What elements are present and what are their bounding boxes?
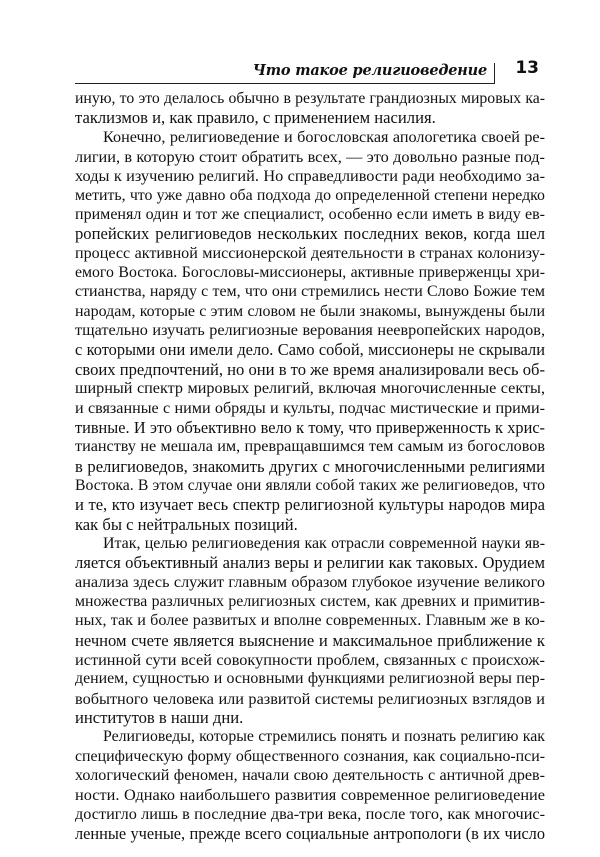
text-line: как бы с нейтральных позиций. <box>75 514 298 534</box>
text-line: специфическую форму общественного сознания, как социально-пси- <box>75 747 545 765</box>
text-line: ных, так и более развитых и вполне современных. Главным же в ко- <box>75 612 545 630</box>
text-line: Конечно, религиоведение и богословская апологетика своей ре- <box>103 128 545 146</box>
text-line: в религиоведов, знакомить других с многочисленными религиями <box>75 456 545 476</box>
text-line: тивные. И это объективно вело к тому, что приверженность к хрис- <box>75 417 545 437</box>
text-line: Итак, целью религиоведения как отрасли современной науки яв- <box>103 534 545 552</box>
text-line: институтов в наши дни. <box>75 708 244 727</box>
text-line: лигии, в которую стоит обратить всех, — это довольно разные под- <box>75 147 545 167</box>
text-line: стианства, наряду с тем, что они стремились нести Слово Божие тем <box>75 283 545 301</box>
text-line: ширный спектр мировых религий, включая многочисленные секты, <box>75 379 545 398</box>
text-line: метить, что уже давно оба подхода до определенной степени нередко <box>75 186 545 204</box>
text-line: применял один и тот же специалист, особенно если иметь в виду ев- <box>75 206 545 224</box>
running-head <box>75 58 545 84</box>
text-line: дением, сущностью и основными функциями религиозной веры пер- <box>75 670 545 688</box>
text-line: тщательно изучать религиозные верования неевропейских народов, <box>75 321 545 340</box>
page-number: 13 <box>515 58 539 78</box>
text-line: ности. Однако наибольшего развития современное религиоведение <box>75 785 545 805</box>
text-line: своих предпочтений, но они в то же время анализировали весь об- <box>75 359 545 379</box>
text-line: хологический феномен, начали свою деятельность с античной древ- <box>75 767 545 785</box>
text-line: нечном счете является выяснение и максимальное приближение к <box>75 630 545 650</box>
text-line: ленные ученые, прежде всего социальные антропологи (в их число <box>75 824 545 844</box>
text-line: емого Востока. Богословы-миссионеры, активные приверженцы хри- <box>75 264 545 282</box>
header-rule-tick <box>494 63 495 83</box>
text-line: анализа здесь служит главным образом глубокое изучение великого <box>75 572 545 591</box>
text-line: Востока. В этом случае они являли собой таких же религиоведов, что <box>75 476 545 494</box>
text-line: таклизмов и, как правило, с применением насилия. <box>75 108 436 128</box>
header-rule <box>75 83 495 84</box>
text-line: множества различных религиозных систем, как древних и примитив- <box>75 592 545 610</box>
text-line: Религиоведы, которые стремились понять и познать религию как <box>103 728 545 746</box>
text-line: ляется объективный анализ веры и религии как таковых. Орудием <box>75 553 545 573</box>
text-line: ходы к изучению религий. Но справедливости ради необходимо за- <box>75 166 545 186</box>
text-line: истинной сути всей совокупности проблем, связанных с происхож- <box>75 649 545 669</box>
text-line: и связанные с ними обряды и культы, подчас мистические и прими- <box>75 399 545 417</box>
text-line: народам, которые с этим словом не были знакомы, вынуждены были <box>75 302 545 320</box>
body-text <box>75 89 545 843</box>
text-line: и те, кто изучает весь спектр религиозной культуры народов мира <box>75 495 545 515</box>
running-title: Что такое религиоведение <box>252 62 487 79</box>
text-line: ропейских религиоведов нескольких последних веков, когда шел <box>75 224 545 244</box>
text-line: достигло лишь в последние два-три века, после того, как многочис- <box>75 804 545 823</box>
text-line: с которыми они имели дело. Само собой, миссионеры не скрывали <box>75 340 545 360</box>
text-line: вобытного человека или развитой системы религиозных взглядов и <box>75 688 545 708</box>
text-line: тианству не мешала им, превращавшимся тем самым из богословов <box>75 438 545 456</box>
text-line: иную, то это делалось обычно в результате грандиозных мировых ка- <box>75 90 545 107</box>
text-line: процесс активной миссионерской деятельности в странах колонизу- <box>75 244 545 262</box>
